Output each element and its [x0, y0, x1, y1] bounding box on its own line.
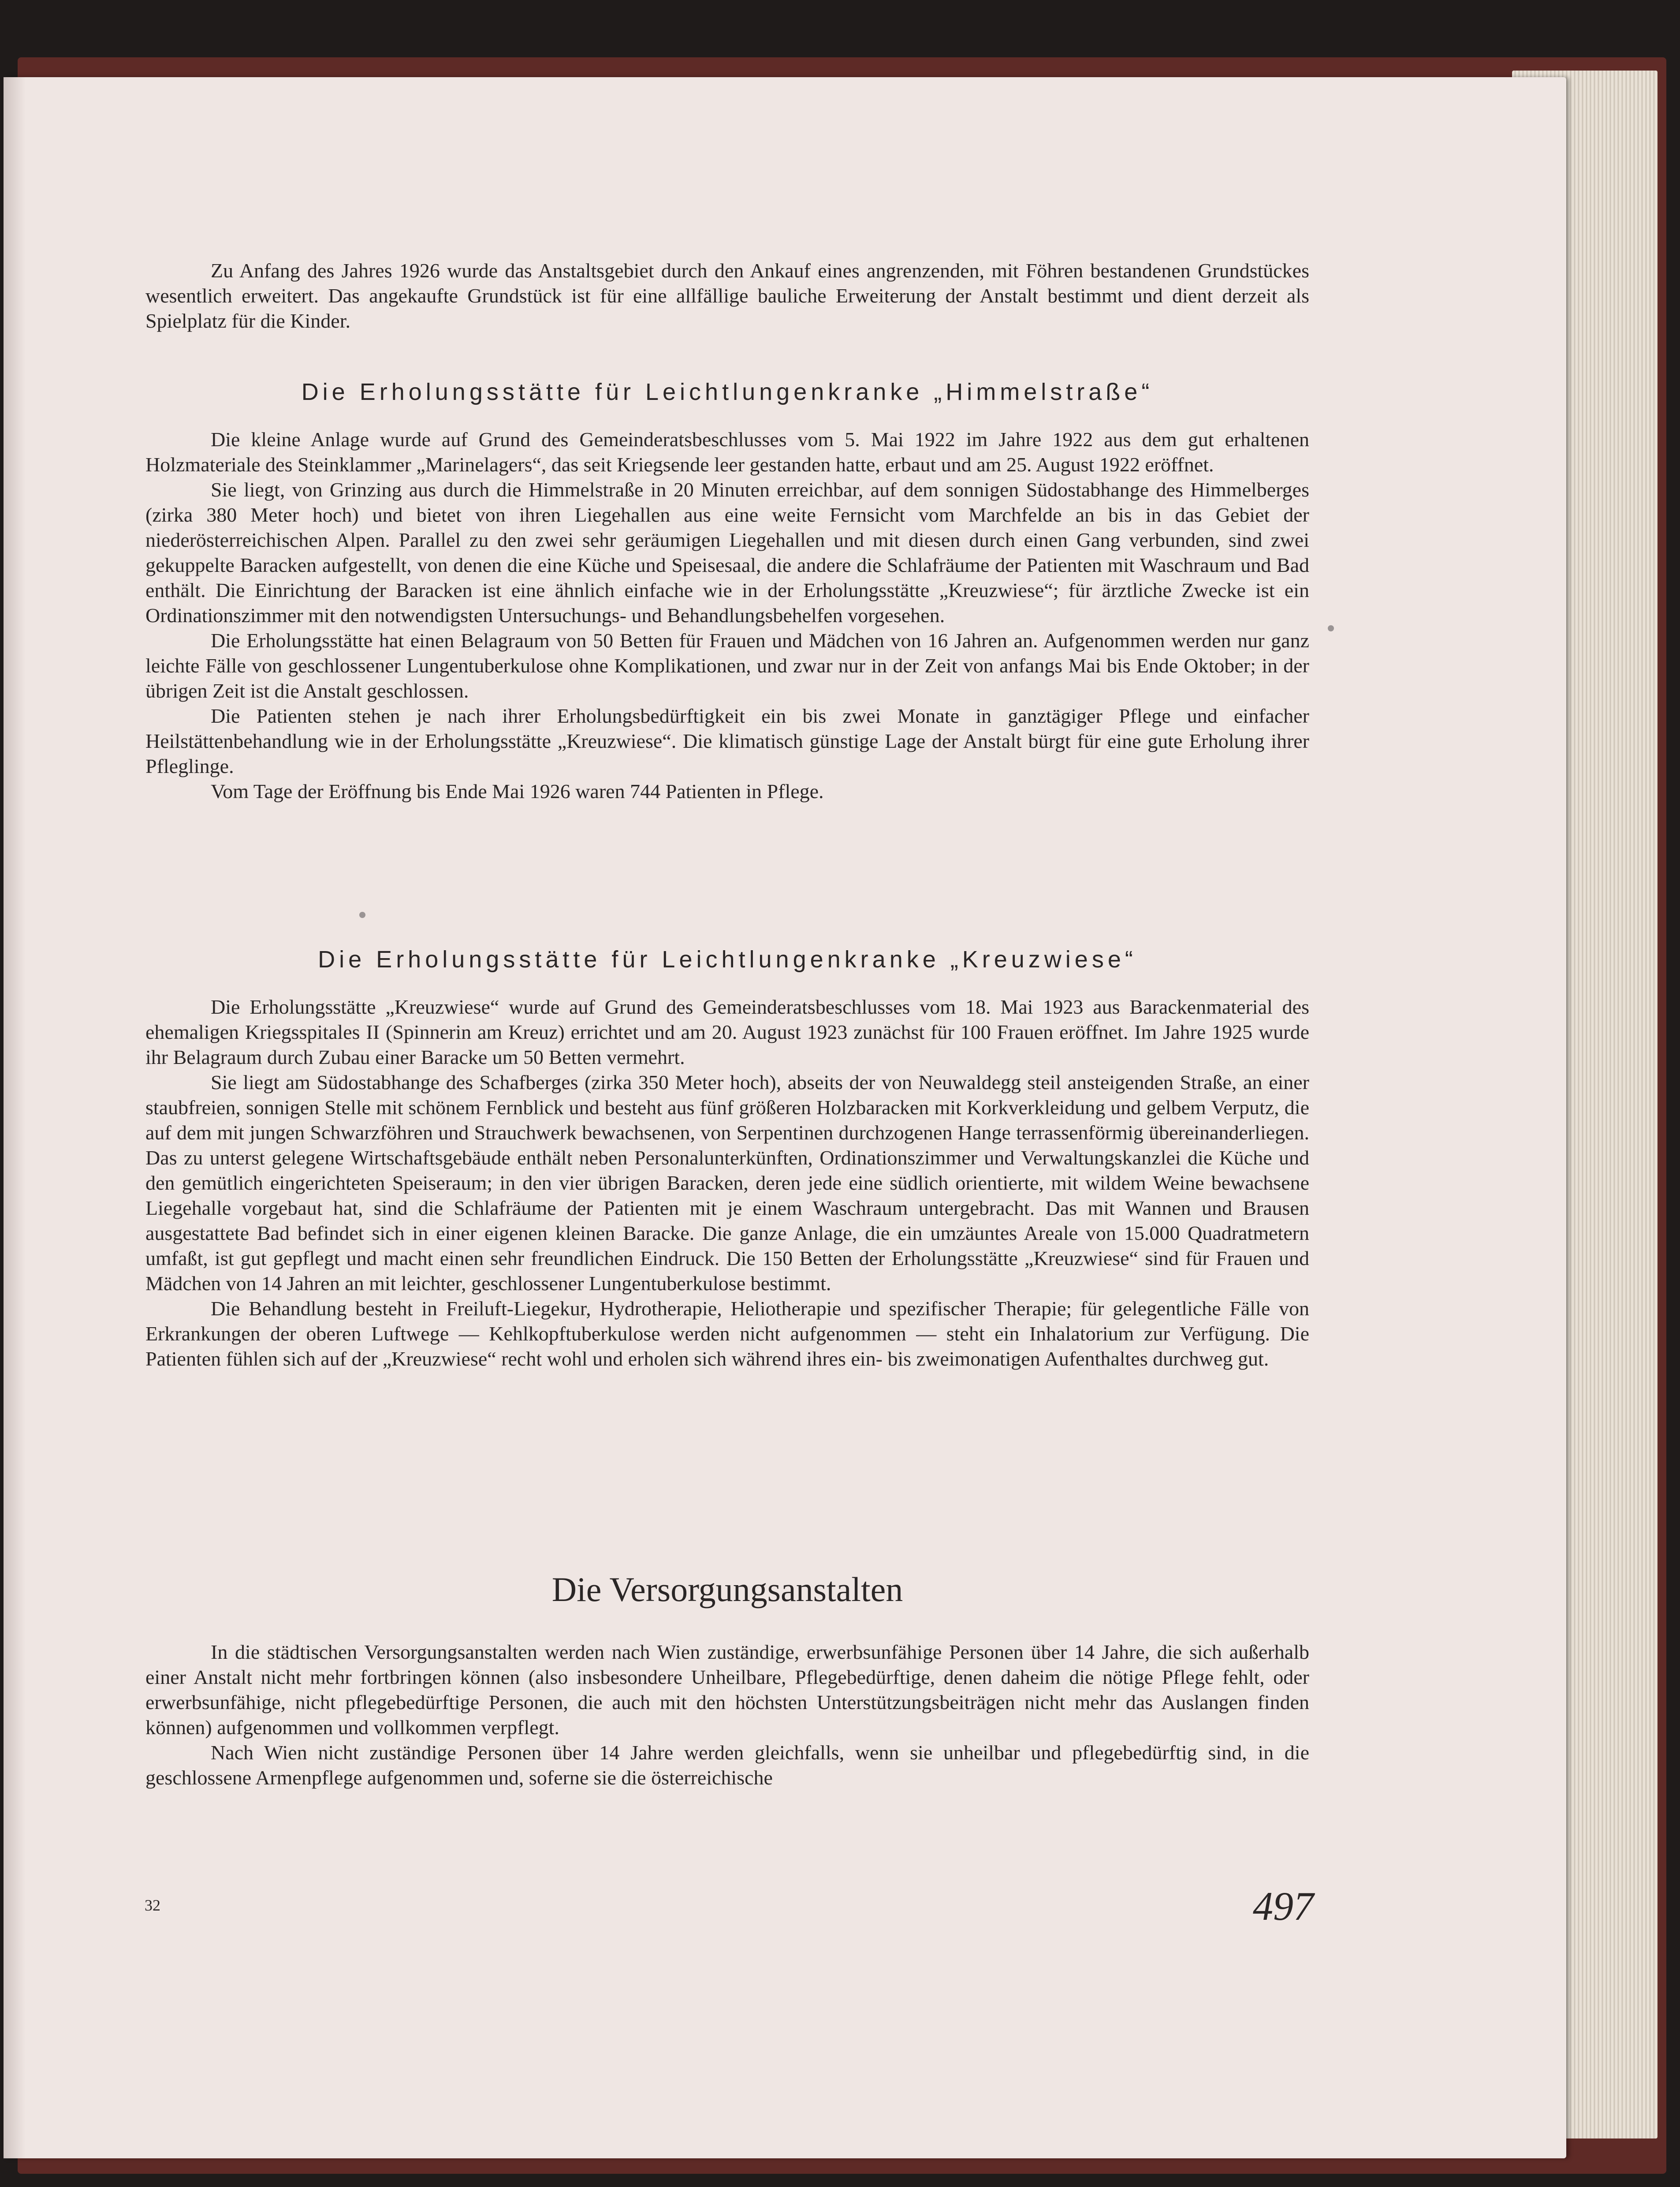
page-gutter-shadow	[4, 77, 26, 2158]
paragraph: Sie liegt am Südostabhange des Schafberges (zirka 350 Meter hoch), abseits der von Neuwaldegg steil ansteigenden Straße, an einer staubfreien, sonnigen Stelle mit schönem Fernblick und besteht aus fünf größeren Holzbaracken mit Korkverkleidung und gelbem Verputz, die auf dem mit jungen Schwarzföhren und Strauchwerk bewachsenen, von Serpentinen durchzogenen Hange terrassenförmig übereinanderliegen. Das zu unterst gelegene Wirtschaftsgebäude enthält neben Personalunterkünften, Ordinationszimmer und Verwaltungskanzlei die Küche und den gemütlich eingerichteten Speiseraum; in den vier übrigen Baracken, deren jede eine südlich orientierte, mit wildem Weine bewachsene Liegehalle vorgebaut hat, sind die Schlafräume der Patienten mit je einem Waschraum untergebracht. Das mit Wannen und Brausen ausgestattete Bad befindet sich in einer eigenen kleinen Baracke. Die ganze Anlage, die ein umzäuntes Areale von 15.000 Quadratmetern umfaßt, ist gut gepflegt und macht einen sehr freundlichen Eindruck. Die 150 Betten der Erholungsstätte „Kreuzwiese“ sind für Frauen und Mädchen von 14 Jahren an mit leichter, geschlossener Lungentuberkulose bestimmt.	[145, 1071, 1309, 1295]
section-body-versorgungsanstalten	[145, 1639, 1309, 1790]
paragraph: Sie liegt, von Grinzing aus durch die Himmelstraße in 20 Minuten erreichbar, auf dem sonnigen Südostabhange des Himmelberges (zirka 380 Meter hoch) und bietet von ihren Liegehallen aus eine weite Fernsicht vom Marchfelde an bis in das Gebiet der niederösterreichischen Alpen. Parallel zu den zwei sehr geräumigen Liegehallen und mit diesen durch einen Gang verbunden, sind zwei gekuppelte Baracken aufgestellt, von denen die eine Küche und Speisesaal, die andere die Schlafräume der Patienten mit Waschraum und Bad enthält. Die Einrichtung der Baracken ist eine ähnlich einfache wie in der Erholungsstätte „Kreuzwiese“; für ärztliche Zwecke ist ein Ordinationszimmer mit den notwendigsten Untersuchungs- und Behandlungsbehelfen vorgesehen.	[145, 478, 1309, 627]
intro-paragraph-block	[145, 258, 1309, 333]
margin-dot	[1328, 625, 1334, 631]
page-number: 497	[1253, 1884, 1314, 1929]
paragraph: Vom Tage der Eröffnung bis Ende Mai 1926 waren 744 Patienten in Pflege.	[211, 780, 824, 802]
stray-mark	[359, 912, 365, 918]
paragraph: Die Erholungsstätte „Kreuzwiese“ wurde auf Grund des Gemeinderatsbeschlusses vom 18. Mai 1923 aus Barackenmaterial des ehemaligen Kriegsspitales II (Spinnerin am Kreuz) errichtet und am 20. August 1923 zunächst für 100 Frauen eröffnet. Im Jahre 1925 wurde ihr Belagraum durch Zubau einer Baracke um 50 Betten vermehrt.	[145, 996, 1309, 1068]
section-heading-himmelstrasse: Die Erholungsstätte für Leichtlungenkranke „Himmelstraße“	[301, 379, 1154, 405]
signature-mark: 32	[145, 1896, 160, 1914]
paragraph: Die Erholungsstätte hat einen Belagraum von 50 Betten für Frauen und Mädchen von 16 Jahren an. Aufgenommen werden nur ganz leichte Fälle von geschlossener Lungentuberkulose ohne Komplikationen, und zwar nur in der Zeit von anfangs Mai bis Ende Oktober; in der übrigen Zeit ist die Anstalt geschlossen.	[145, 629, 1309, 702]
paragraph: Die kleine Anlage wurde auf Grund des Gemeinderatsbeschlusses vom 5. Mai 1922 im Jahre 1922 aus dem gut erhaltenen Holzmateriale des Steinklammer „Marinelagers“, das seit Kriegsende leer gestanden hatte, erbaut und am 25. August 1922 eröffnet.	[145, 428, 1309, 476]
paragraph: Nach Wien nicht zuständige Personen über 14 Jahre werden gleichfalls, wenn sie unheilbar und pflegebedürftig sind, in die geschlossene Armenpflege aufgenommen und, soferne sie die österreichische	[145, 1741, 1309, 1789]
intro-paragraph: Zu Anfang des Jahres 1926 wurde das Anstaltsgebiet durch den Ankauf eines angrenzenden, mit Föhren bestandenen Grundstückes wesentlich erweitert. Das angekaufte Grundstück ist für eine allfällige bauliche Erweiterung der Anstalt bestimmt und dient derzeit als Spielplatz für die Kinder.	[145, 259, 1309, 332]
section-body-kreuzwiese	[145, 994, 1309, 1371]
paragraph: In die städtischen Versorgungsanstalten werden nach Wien zuständige, erwerbsunfähige Personen über 14 Jahre, die sich außerhalb einer Anstalt nicht mehr fortbringen können (also insbesondere Unheilbare, Pflegebedürftige, denen daheim die nötige Pflege fehlt, oder erwerbsunfähige, nicht pflegebedürftige Personen, die auch mit den höchsten Unterstützungsbeiträgen nicht mehr das Auslangen finden können) aufgenommen und vollkommen verpflegt.	[145, 1641, 1309, 1739]
section-heading-kreuzwiese: Die Erholungsstätte für Leichtlungenkranke „Kreuzwiese“	[318, 946, 1137, 973]
paragraph: Die Patienten stehen je nach ihrer Erholungsbedürftigkeit ein bis zwei Monate in ganztägiger Pflege und einfacher Heilstättenbehandlung wie in der Erholungsstätte „Kreuzwiese“. Die klimatisch günstige Lage der Anstalt bürgt für eine gute Erholung ihrer Pfleglinge.	[145, 705, 1309, 777]
section-body-himmelstrasse	[145, 427, 1309, 804]
section-title-versorgungsanstalten: Die Versorgungsanstalten	[551, 1570, 903, 1609]
paragraph: Die Behandlung besteht in Freiluft-Liegekur, Hydrotherapie, Heliotherapie und spezifischer Therapie; für gelegentliche Fälle von Erkrankungen der oberen Luftwege — Kehlkopftuberkulose werden nicht aufgenommen — steht ein Inhalatorium zur Verfügung. Die Patienten fühlen sich auf der „Kreuzwiese“ recht wohl und erholen sich während ihres ein- bis zweimonatigen Aufenthaltes durchweg gut.	[145, 1297, 1309, 1370]
